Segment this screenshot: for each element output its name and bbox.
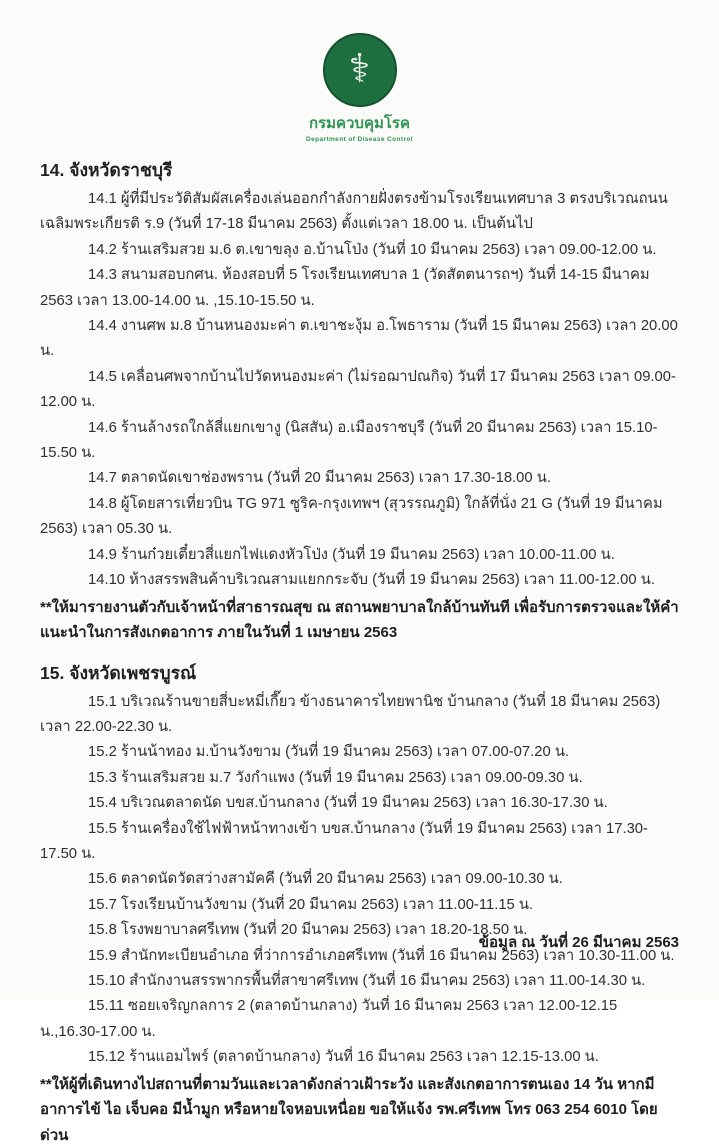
list-item: 15.2 ร้านน้าทอง ม.บ้านวังขาม (วันที่ 19 มีนาคม 2563) เวลา 07.00-07.20 น. [40, 740, 679, 765]
list-item: 15.3 ร้านเสริมสวย ม.7 วังกำแพง (วันที่ 19 มีนาคม 2563) เวลา 09.00-09.30 น. [40, 766, 679, 791]
list-item: 14.2 ร้านเสริมสวย ม.6 ต.เขาขลุง อ.บ้านโป่ง (วันที่ 10 มีนาคม 2563) เวลา 09.00-12.00 น. [40, 238, 679, 263]
list-item: 15.5 ร้านเครื่องใช้ไฟฟ้าหน้าทางเข้า บขส.บ้านกลาง (วันที่ 19 มีนาคม 2563) เวลา 17.30-17.50 น. [40, 817, 679, 868]
org-name-thai: กรมควบคุมโรค [40, 111, 679, 135]
section-heading: 14. จังหวัดราชบุรี [40, 143, 679, 184]
caduceus-icon: ⚕ [349, 49, 371, 89]
list-item: 15.4 บริเวณตลาดนัด บขส.บ้านกลาง (วันที่ 19 มีนาคม 2563) เวลา 16.30-17.30 น. [40, 791, 679, 816]
list-item: 15.8 โรงพยาบาลศรีเทพ (วันที่ 20 มีนาคม 2563) เวลา 18.20-18.50 น. [40, 918, 679, 943]
list-item: 14.10 ห้างสรรพสินค้าบริเวณสามแยกกระจับ (วันที่ 19 มีนาคม 2563) เวลา 11.00-12.00 น. [40, 568, 679, 593]
list-item: 14.7 ตลาดนัดเขาช่องพราน (วันที่ 20 มีนาคม 2563) เวลา 17.30-18.00 น. [40, 466, 679, 491]
list-item: 14.6 ร้านล้างรถใกล้สี่แยกเขางู (นิสสัน) อ.เมืองราชบุรี (วันที่ 20 มีนาคม 2563) เวลา 15.10-15.50 น. [40, 416, 679, 467]
org-name-english: Department of Disease Control [40, 136, 679, 143]
list-item: 14.3 สนามสอบกศน. ห้องสอบที่ 5 โรงเรียนเทศบาล 1 (วัดสัตตนารถฯ) วันที่ 14-15 มีนาคม 2563 เวลา 13.00-14.00 น. ,15.10-15.50 น. [40, 263, 679, 314]
list-item: 15.12 ร้านแอมไพร์ (ตลาดบ้านกลาง) วันที่ 16 มีนาคม 2563 เวลา 12.15-13.00 น. [40, 1045, 679, 1070]
ministry-seal [323, 33, 397, 107]
list-item: 15.9 สำนักทะเบียนอำเภอ ที่ว่าการอำเภอศรีเทพ (วันที่ 16 มีนาคม 2563) เวลา 10.30-11.00 น. [40, 944, 679, 969]
list-item: 15.1 บริเวณร้านขายสี่บะหมี่เกี๊ยว ข้างธนาคารไทยพานิช บ้านกลาง (วันที่ 18 มีนาคม 2563) เวลา 22.00-22.30 น. [40, 690, 679, 741]
list-item: 15.7 โรงเรียนบ้านวังขาม (วันที่ 20 มีนาคม 2563) เวลา 11.00-11.15 น. [40, 893, 679, 918]
list-item: 15.11 ซอยเจริญกลการ 2 (ตลาดบ้านกลาง) วันที่ 16 มีนาคม 2563 เวลา 12.00-12.15 น.,16.30-17.00 น. [40, 994, 679, 1045]
section-note: **ให้มารายงานตัวกับเจ้าหน้าที่สาธารณสุข ณ สถานพยาบาลใกล้บ้านทันที เพื่อรับการตรวจและให้คำแนะนำในการสังเกตอาการ ภายในวันที่ 1 เมษายน 2563 [40, 595, 679, 646]
footer-date: ข้อมูล ณ วันที่ 26 มีนาคม 2563 [479, 930, 679, 954]
list-item: 15.10 สำนักงานสรรพากรพื้นที่สาขาศรีเทพ (วันที่ 16 มีนาคม 2563) เวลา 11.00-14.30 น. [40, 969, 679, 994]
section-note: **ให้ผู้ที่เดินทางไปสถานที่ตามวันและเวลาดังกล่าวเฝ้าระวัง และสังเกตอาการตนเอง 14 วัน หากมีอาการไข้ ไอ เจ็บคอ มีน้ำมูก หรือหายใจหอบเหนื่อย ขอให้แจ้ง รพ.ศรีเทพ โทร 063 254 6010 โดยด่วน [40, 1072, 679, 1148]
section-province-14 [40, 143, 679, 646]
section-heading: 15. จังหวัดเพชรบูรณ์ [40, 646, 679, 687]
agency-logo [40, 0, 679, 143]
list-item: 14.9 ร้านก๋วยเตี๋ยวสี่แยกไฟแดงหัวโป่ง (วันที่ 19 มีนาคม 2563) เวลา 10.00-11.00 น. [40, 543, 679, 568]
list-item: 15.6 ตลาดนัดวัดสว่างสามัคคี (วันที่ 20 มีนาคม 2563) เวลา 09.00-10.30 น. [40, 867, 679, 892]
list-item: 14.4 งานศพ ม.8 บ้านหนองมะค่า ต.เขาชะงุ้ม อ.โพธาราม (วันที่ 15 มีนาคม 2563) เวลา 20.00 น. [40, 314, 679, 365]
list-item: 14.8 ผู้โดยสารเที่ยวบิน TG 971 ซูริค-กรุงเทพฯ (สุวรรณภูมิ) ใกล้ที่นั่ง 21 G (วันที่ 19 มีนาคม 2563) เวลา 05.30 น. [40, 492, 679, 543]
section-province-15 [40, 646, 679, 1148]
list-item: 14.1 ผู้ที่มีประวัติสัมผัสเครื่องเล่นออกกำลังกายฝั่งตรงข้ามโรงเรียนเทศบาล 3 ตรงบริเวณถนนเฉลิมพระเกียรติ ร.9 (วันที่ 17-18 มีนาคม 2563) ตั้งแต่เวลา 18.00 น. เป็นต้นไป [40, 187, 679, 238]
list-item: 14.5 เคลื่อนศพจากบ้านไปวัดหนองมะค่า (ไม่รอฌาปณกิจ) วันที่ 17 มีนาคม 2563 เวลา 09.00-12.00 น. [40, 365, 679, 416]
